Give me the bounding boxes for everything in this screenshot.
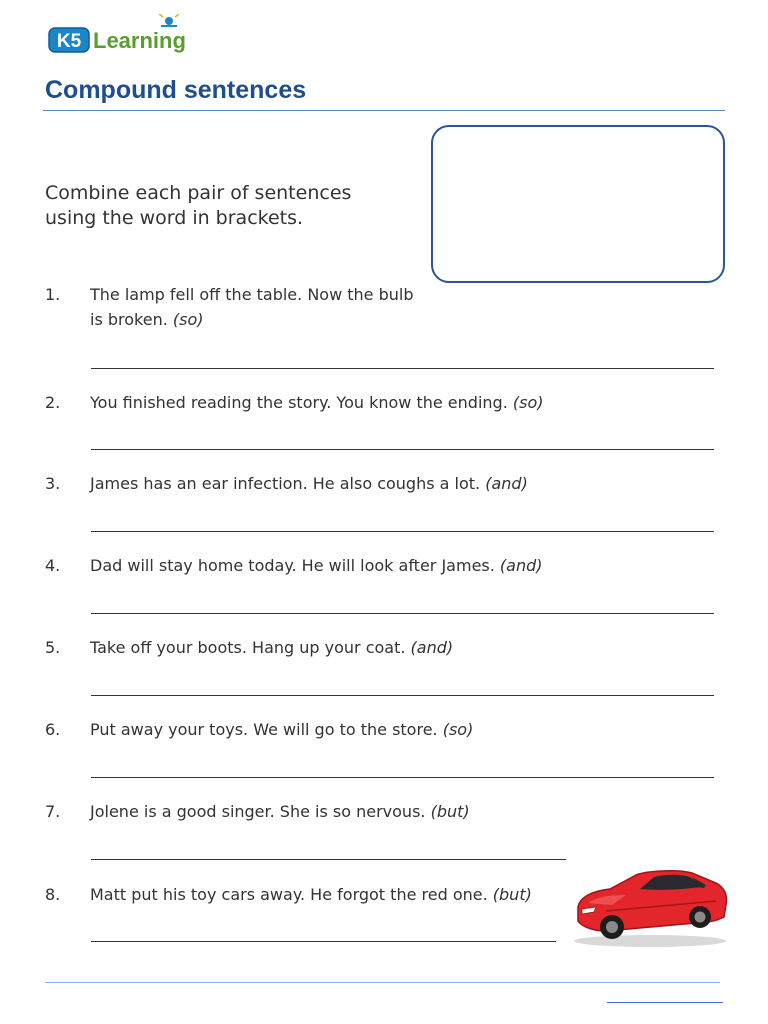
question-hint: (so) bbox=[512, 393, 544, 412]
answer-line[interactable] bbox=[91, 613, 714, 614]
question-number: 8. bbox=[45, 885, 61, 904]
question-text: Dad will stay home today. He will look after James. (and) bbox=[90, 556, 543, 575]
question-number: 6. bbox=[45, 720, 61, 739]
question-hint: (but) bbox=[492, 885, 532, 904]
footer-link[interactable] bbox=[607, 1002, 723, 1003]
question-number: 4. bbox=[45, 556, 61, 575]
question-hint: (so) bbox=[172, 310, 204, 329]
title-divider bbox=[43, 110, 725, 111]
question-text: You finished reading the story. You know the ending. (so) bbox=[90, 393, 544, 412]
question-text: Take off your boots. Hang up your coat. (and) bbox=[90, 638, 454, 657]
answer-line[interactable] bbox=[91, 859, 573, 860]
answer-line[interactable] bbox=[91, 941, 556, 942]
question-number: 7. bbox=[45, 802, 61, 821]
footer-divider bbox=[45, 982, 720, 983]
instruction-text: Combine each pair of sentences using the word in brackets. bbox=[45, 182, 352, 229]
answer-line[interactable] bbox=[91, 368, 714, 369]
question-number: 1. bbox=[45, 285, 61, 304]
question-number: 2. bbox=[45, 393, 61, 412]
answer-box bbox=[431, 125, 725, 283]
question-hint: (and) bbox=[410, 638, 454, 657]
question-hint: (so) bbox=[442, 720, 474, 739]
question-text: Jolene is a good singer. She is so nervous. (but) bbox=[90, 802, 470, 821]
question-number: 3. bbox=[45, 474, 61, 493]
question-hint: (and) bbox=[499, 556, 543, 575]
logo-badge: K5 bbox=[56, 31, 82, 52]
question-text: Put away your toys. We will go to the store. (so) bbox=[90, 720, 474, 739]
red-sports-car-icon bbox=[566, 845, 734, 951]
question-number: 5. bbox=[45, 638, 61, 657]
question-text: Matt put his toy cars away. He forgot the red one. (but) bbox=[90, 885, 532, 904]
answer-line[interactable] bbox=[91, 777, 714, 778]
page-title: Compound sentences bbox=[45, 76, 307, 104]
question-text: James has an ear infection. He also coughs a lot. (and) bbox=[90, 474, 528, 493]
logo-figure-icon bbox=[159, 14, 179, 26]
k5-learning-logo bbox=[47, 14, 212, 58]
logo-word: Learning bbox=[93, 28, 186, 53]
answer-line[interactable] bbox=[91, 531, 714, 532]
answer-line[interactable] bbox=[91, 449, 714, 450]
question-hint: (and) bbox=[485, 474, 528, 493]
question-hint: (but) bbox=[430, 802, 470, 821]
question-text: The lamp fell off the table. Now the bulb is broken. (so) bbox=[90, 285, 414, 329]
answer-line[interactable] bbox=[91, 695, 714, 696]
